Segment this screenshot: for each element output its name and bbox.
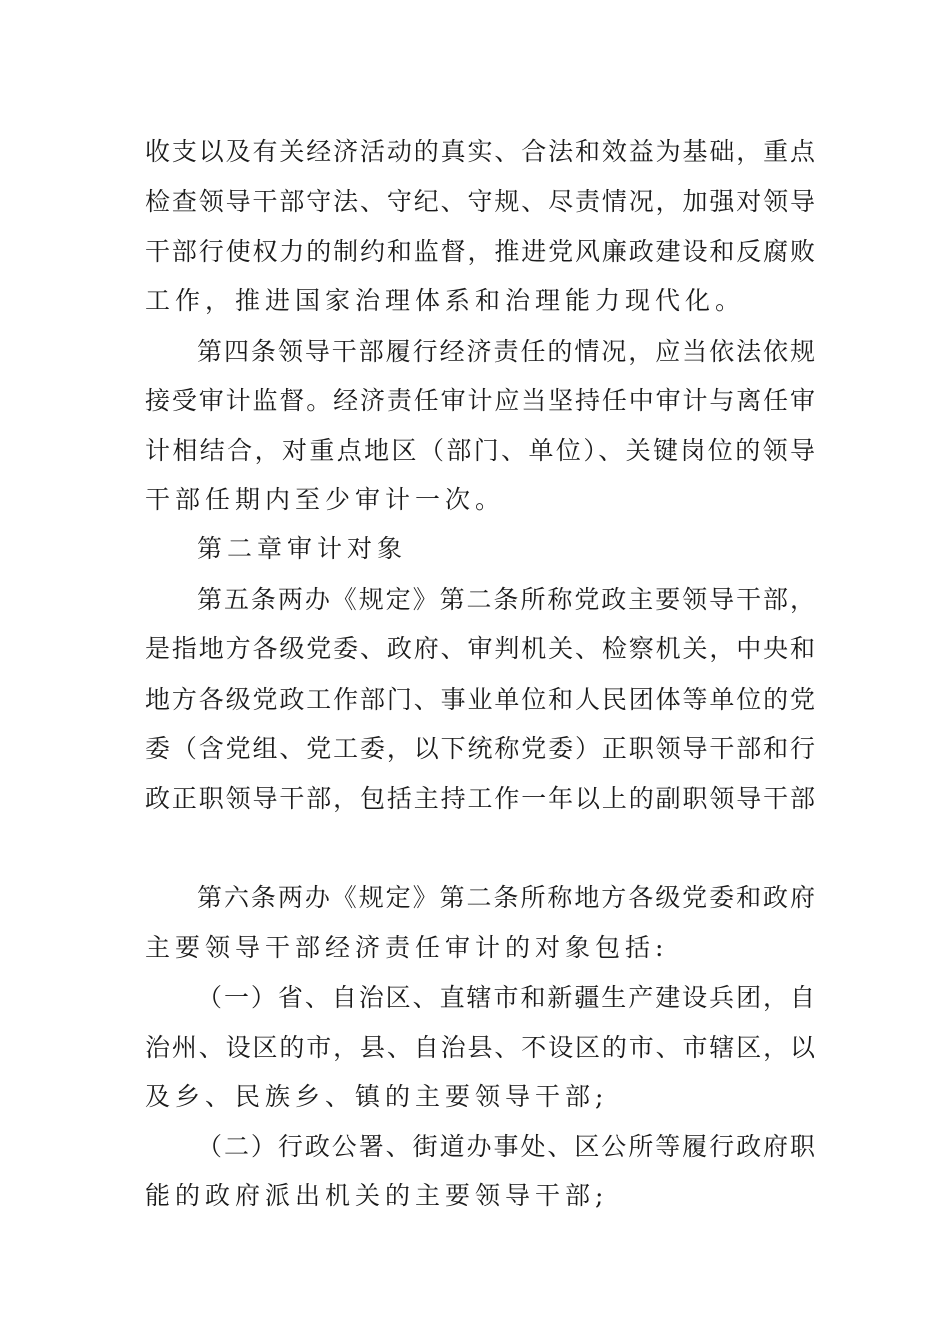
paragraph-line: 干部行使权力的制约和监督，推进党风廉政建设和反腐败 [145, 237, 815, 266]
paragraph-line: 主要领导干部经济责任审计的对象包括: [145, 933, 669, 962]
paragraph-line: 地方各级党政工作部门、事业单位和人民团体等单位的党 [145, 685, 815, 714]
paragraph-line: 收支以及有关经济活动的真实、合法和效益为基础，重点 [145, 137, 815, 166]
list-item-line: 及乡、民族乡、镇的主要领导干部; [145, 1082, 609, 1111]
list-item-line: 治州、设区的市，县、自治县、不设区的市、市辖区，以 [145, 1033, 815, 1062]
list-item-line: （一）省、自治区、直辖市和新疆生产建设兵团，自 [197, 983, 815, 1012]
paragraph-line: 政正职领导干部，包括主持工作一年以上的副职领导干部 [145, 784, 815, 813]
paragraph-line: 是指地方各级党委、政府、审判机关、检察机关，中央和 [145, 634, 815, 663]
paragraph-line: 工作，推进国家治理体系和治理能力现代化。 [145, 286, 746, 315]
paragraph-line: 第四条领导干部履行经济责任的情况，应当依法依规 [197, 337, 815, 366]
list-item-line: 能的政府派出机关的主要领导干部; [145, 1181, 609, 1210]
paragraph-line: 干部任期内至少审计一次。 [145, 485, 506, 514]
paragraph-line: 第六条两办《规定》第二条所称地方各级党委和政府 [197, 883, 815, 912]
paragraph-line: 检查领导干部守法、守纪、守规、尽责情况，加强对领导 [145, 187, 815, 216]
paragraph-line: 接受审计监督。经济责任审计应当坚持任中审计与离任审 [145, 386, 815, 415]
paragraph-line: 计相结合，对重点地区（部门、单位）、关键岗位的领导 [145, 436, 815, 465]
list-item-line: （二）行政公署、街道办事处、区公所等履行政府职 [197, 1132, 815, 1161]
chapter-heading: 第二章审计对象 [197, 534, 408, 563]
paragraph-line: 委（含党组、党工委，以下统称党委）正职领导干部和行 [145, 734, 815, 763]
paragraph-line: 第五条两办《规定》第二条所称党政主要领导干部， [197, 585, 815, 614]
